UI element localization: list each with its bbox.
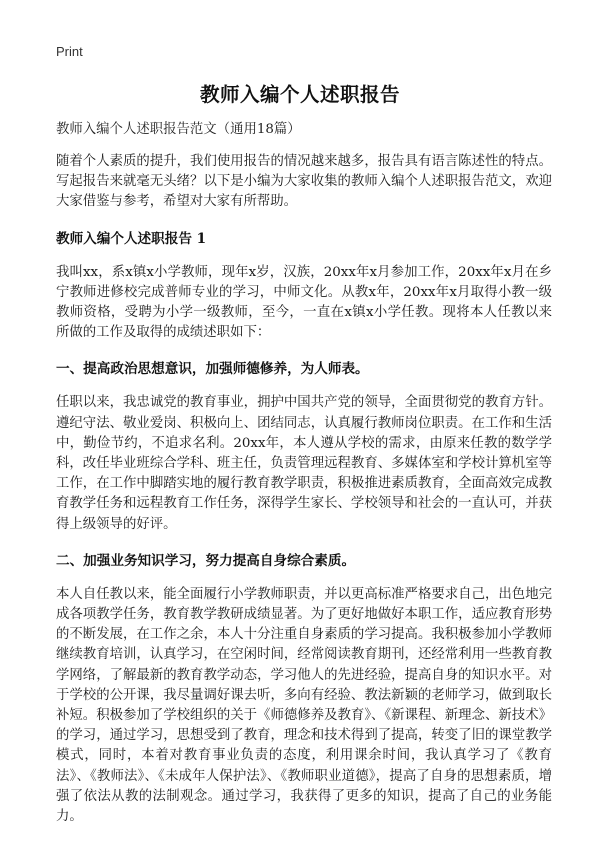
section-intro-paragraph: 我叫xx，系x镇x小学教师，现年x岁，汉族，20xx年x月参加工作，20xx年x月在乡宁教师进修校完成普师专业的学习，中师文化。从教x年，20xx年x月取得小教一级教师资格，受聘为小学一级教师，至今，一直在x镇x小学任教。现将本人任教以来所做的工作及取得的成绩述职如下：	[56, 264, 552, 341]
document-body	[56, 120, 552, 843]
heading-professional-study: 二、加强业务知识学习，努力提高自身综合素质。	[56, 552, 356, 569]
heading-political-ethics: 一、提高政治思想意识，加强师德修养，为人师表。	[56, 361, 369, 378]
document-subtitle: 教师入编个人述职报告范文（通用18篇）	[56, 122, 301, 137]
paragraph-political-ethics: 任职以来，我忠诚党的教育事业，拥护中国共产党的领导，全面贯彻党的教育方针。遵纪守法、敬业爱岗、积极向上、团结同志，认真履行教师岗位职责。在工作和生活中，勤俭节约，不追求名利。20xx年，本人遵从学校的需求，由原来任教的数学学科，改任毕业班综合学科、班主任，负责管理远程教育、多媒体室和学校计算机室等工作，在工作中脚踏实地的履行教育教学职责，积极推进素质教育，全面高效完成教育教学任务和远程教育工作任务，深得学生家长、学校领导和社会的一直认可，并获得上级领导的好评。	[56, 395, 552, 532]
intro-paragraph: 随着个人素质的提升，我们使用报告的情况越来越多，报告具有语言陈述性的特点。写起报告来就毫无头绪？以下是小编为大家收集的教师入编个人述职报告范文，欢迎大家借鉴与参考，希望对大家有所帮助。	[56, 154, 552, 210]
paragraph-professional-study: 本人自任教以来，能全面履行小学教师职责，并以更高标准严格要求自己，出色地完成各项教学任务，教育教学教研成绩显著。为了更好地做好本职工作，适应教育形势的不断发展，在工作之余，本人十分注重自身素质的学习提高。我积极参加小学教师继续教育培训，认真学习，在空闲时间，经常阅读教育期刊，还经常利用一些教育教学网络，了解最新的教育教学动态，学习他人的先进经验，提高自身的知识水平。对于学校的公开课，我尽量调好课去听，多向有经验、教法新颖的老师学习，做到取长补短。积极参加了学校组织的关于《师德修养及教育》、《新课程、新理念、新技术》的学习，通过学习，思想受到了教育，理念和技术得到了提高，转变了旧的课堂教学模式，同时，本着对教育事业负责的态度，利用课余时间，我认真学习了《教育法》、《教师法》、《未成年人保护法》、《教师职业道德》，提高了自身的思想素质，增强了依法从教的法制观念。通过学习，我获得了更多的知识，提高了自己的业务能力。	[56, 586, 552, 825]
section-title: 教师入编个人述职报告 1	[56, 230, 207, 247]
page-title: 教师入编个人述职报告	[199, 83, 400, 106]
print-link[interactable]: Print	[56, 44, 83, 59]
